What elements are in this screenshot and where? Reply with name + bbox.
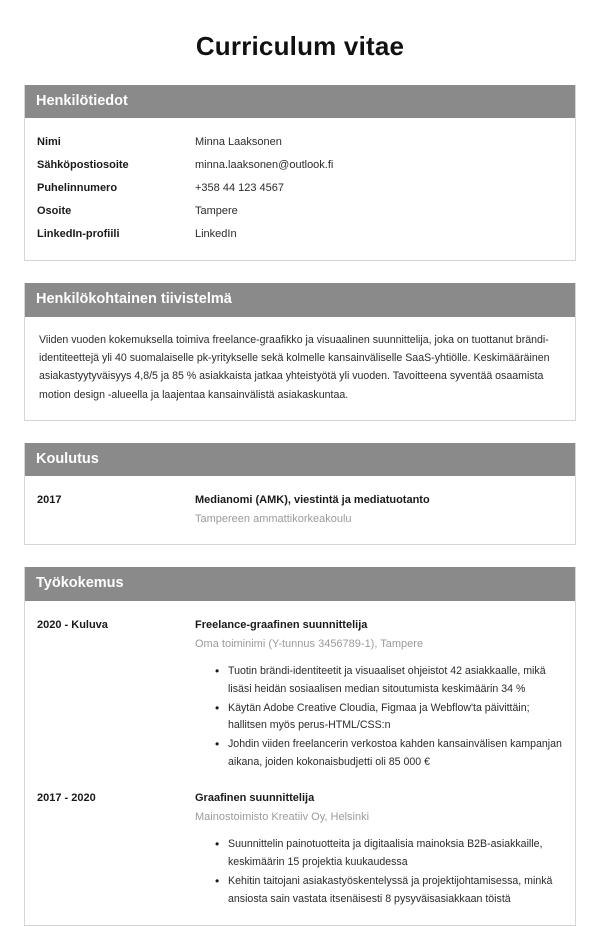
work-experience-section bbox=[24, 567, 576, 926]
education-entry bbox=[37, 489, 563, 529]
entry-organization: Tampereen ammattikorkeakoulu bbox=[195, 513, 352, 526]
info-value: Tampere bbox=[195, 205, 238, 218]
entry-title: Graafinen suunnittelija bbox=[195, 791, 315, 804]
entry-date: 2017 - 2020 bbox=[37, 791, 96, 804]
education-section bbox=[24, 443, 576, 545]
entry-date: 2017 bbox=[37, 494, 62, 507]
list-item: • Suunnittelin painotuotteita ja digitaalisia mainoksia B2B-asiakkaille, keskimäärin 15 projektia kuukaudessa bbox=[215, 836, 563, 872]
personal-info-heading: Henkilötiedot bbox=[25, 85, 575, 119]
info-label: Puhelinnumero bbox=[37, 182, 118, 195]
info-row bbox=[37, 131, 563, 154]
linkedin-profile-value[interactable]: LinkedIn bbox=[195, 228, 237, 241]
info-label: Sähköpostiosoite bbox=[37, 159, 129, 172]
entry-title: Medianomi (AMK), viestintä ja mediatuotanto bbox=[195, 494, 430, 507]
entry-bullets bbox=[195, 836, 563, 908]
summary-heading: Henkilökohtainen tiivistelmä bbox=[25, 283, 575, 317]
summary-text: Viiden vuoden kokemuksella toimiva freelance-graafikko ja visuaalinen suunnittelija, joka on tuottanut brändi-identiteettejä yli 40 suomalaiselle pk-yritykselle sekä kolmelle kansainväliselle SaaS-yhtiölle. Keskimääräinen asiakastyytyväisyys 4,8/5 ja 85 % asiakkaista jatkaa yhteistyötä yli vuoden. Tavoitteena syventää osaamista motion design -alueella ja laajentaa kansainvälistä asiakaskuntaa. bbox=[39, 333, 550, 401]
entry-main bbox=[195, 493, 563, 527]
work-entry bbox=[37, 614, 563, 775]
info-label: Nimi bbox=[37, 136, 61, 149]
work-entry bbox=[37, 775, 563, 912]
info-row bbox=[37, 177, 563, 200]
summary-section bbox=[24, 283, 576, 421]
entry-main bbox=[195, 618, 563, 773]
work-experience-heading: Työkokemus bbox=[25, 567, 575, 601]
info-row bbox=[37, 154, 563, 177]
entry-date: 2020 - Kuluva bbox=[37, 618, 108, 631]
info-value: minna.laaksonen@outlook.fi bbox=[195, 159, 334, 172]
education-body bbox=[25, 476, 575, 543]
info-value: Minna Laaksonen bbox=[195, 136, 282, 149]
list-item: • Kehitin taitojani asiakastyöskentelyssä ja projektijohtamisessa, minkä ansiosta sain vastata itsenäisesti 8 pysyväisasiakkaan töistä bbox=[215, 873, 563, 909]
education-heading: Koulutus bbox=[25, 443, 575, 477]
page-title: Curriculum vitae bbox=[195, 31, 405, 61]
entry-bullets bbox=[195, 663, 563, 772]
entry-organization: Mainostoimisto Kreatiiv Oy, Helsinki bbox=[195, 810, 370, 823]
entry-title: Freelance-graafinen suunnittelija bbox=[195, 618, 368, 631]
summary-body bbox=[25, 317, 575, 420]
personal-info-body bbox=[25, 118, 575, 260]
list-item: • Johdin viiden freelancerin verkostoa kahden kansainvälisen kampanjan aikana, joiden kokonaisbudjetti oli 85 000 € bbox=[215, 736, 563, 772]
entry-main bbox=[195, 791, 563, 910]
list-item: • Tuotin brändi-identiteetit ja visuaaliset ohjeistot 42 asiakkaalle, mikä lisäsi heidän sosiaalisen median sitoutumista keskimäärin 34 % bbox=[215, 663, 563, 699]
list-item: • Käytän Adobe Creative Cloudia, Figmaa ja Webflow'ta päivittäin; hallitsen myös perus-HTML/CSS:n bbox=[215, 700, 563, 736]
work-experience-body bbox=[25, 601, 575, 926]
info-value: +358 44 123 4567 bbox=[195, 182, 285, 195]
info-row bbox=[37, 200, 563, 223]
info-label: Osoite bbox=[37, 205, 72, 218]
info-label: LinkedIn-profiili bbox=[37, 228, 120, 241]
entry-organization: Oma toiminimi (Y-tunnus 3456789-1), Tampere bbox=[195, 637, 424, 650]
info-row bbox=[37, 223, 563, 246]
personal-info-section bbox=[24, 85, 576, 262]
